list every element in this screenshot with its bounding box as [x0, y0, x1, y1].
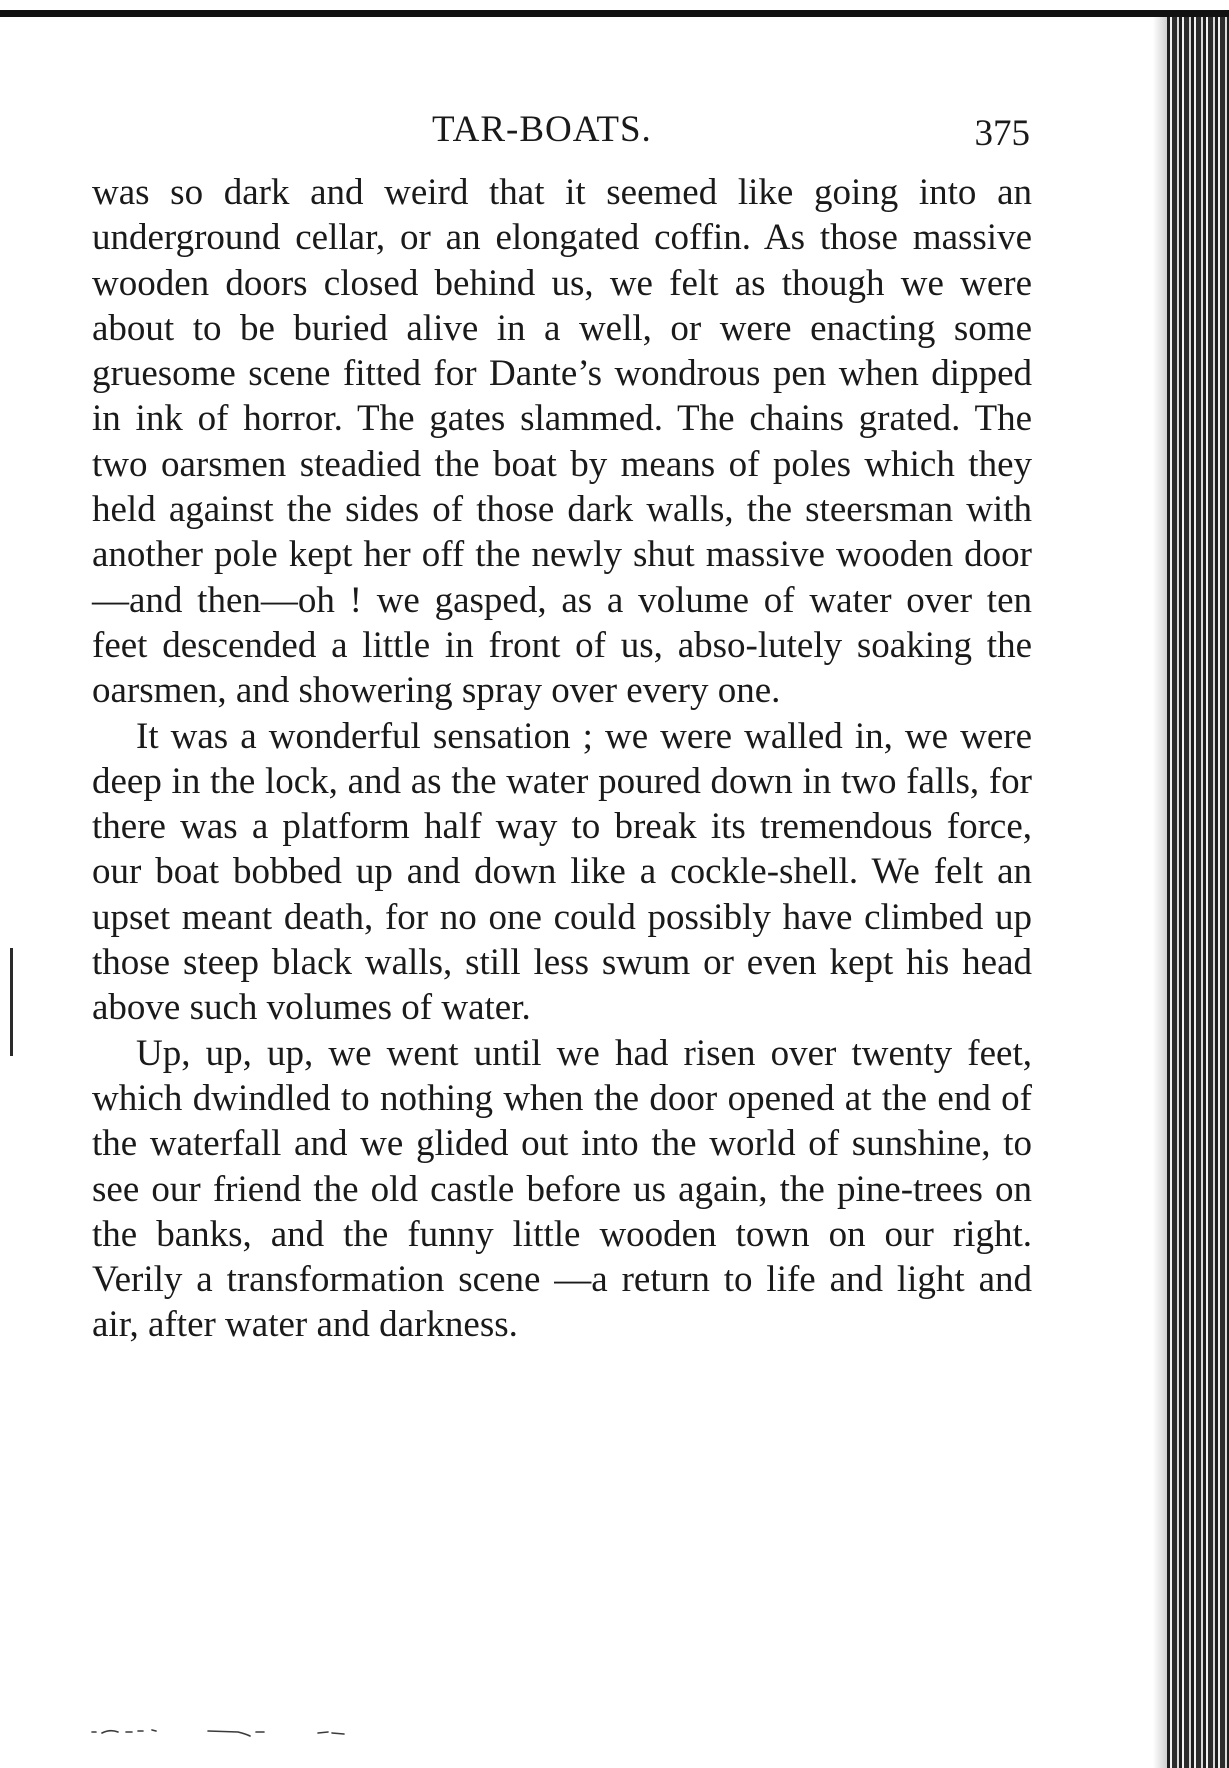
page-number: 375	[974, 113, 1030, 154]
running-head-title: TAR-BOATS.	[432, 109, 652, 150]
body-text	[92, 170, 1032, 1348]
paragraph: It was a wonderful sensation ; we were walled in, we were deep in the lock, and as the water poured down in two falls, for there was a platform half way to break its tremendous force, our boat bobbed up and down like a cockle-shell. We felt an upset meant death, for no one could possibly have climbed up those steep black walls, still less swum or even kept his head above such volumes of water.	[92, 715, 1032, 1029]
paragraph: was so dark and weird that it seemed like going into an underground cellar, or an elongated coffin. As those massive wooden doors closed behind us, we felt as though we were about to be buried alive in a well, or were enacting some gruesome scene fitted for Dante’s wondrous pen when dipped in ink of horror. The gates slammed. The chains grated. The two oarsmen steadied the boat by means of poles which they held against the sides of those dark walls, the steersman with another pole kept her off the newly shut massive wooden door—and then—oh ! we gasped, as a volume of water over ten feet descended a little in front of us, abso-lutely soaking the oarsmen, and showering spray over every one.	[92, 172, 1032, 712]
paragraph: Up, up, up, we went until we had risen over twenty feet, which dwindled to nothing when the door opened at the end of the waterfall and we glided out into the world of sunshine, to see our friend the old castle before us again, the pine-trees on the banks, and the funny little wooden town on our right. Verily a transformation scene —a return to life and light and air, after water and darkness.	[92, 1032, 1032, 1346]
footer-scan-specks	[88, 1726, 408, 1738]
running-head	[90, 110, 1030, 160]
book-spine-edge	[1167, 17, 1229, 1768]
binding-shadow	[1153, 17, 1167, 1768]
margin-scan-mark	[10, 948, 13, 1056]
top-scan-border	[0, 10, 1229, 17]
